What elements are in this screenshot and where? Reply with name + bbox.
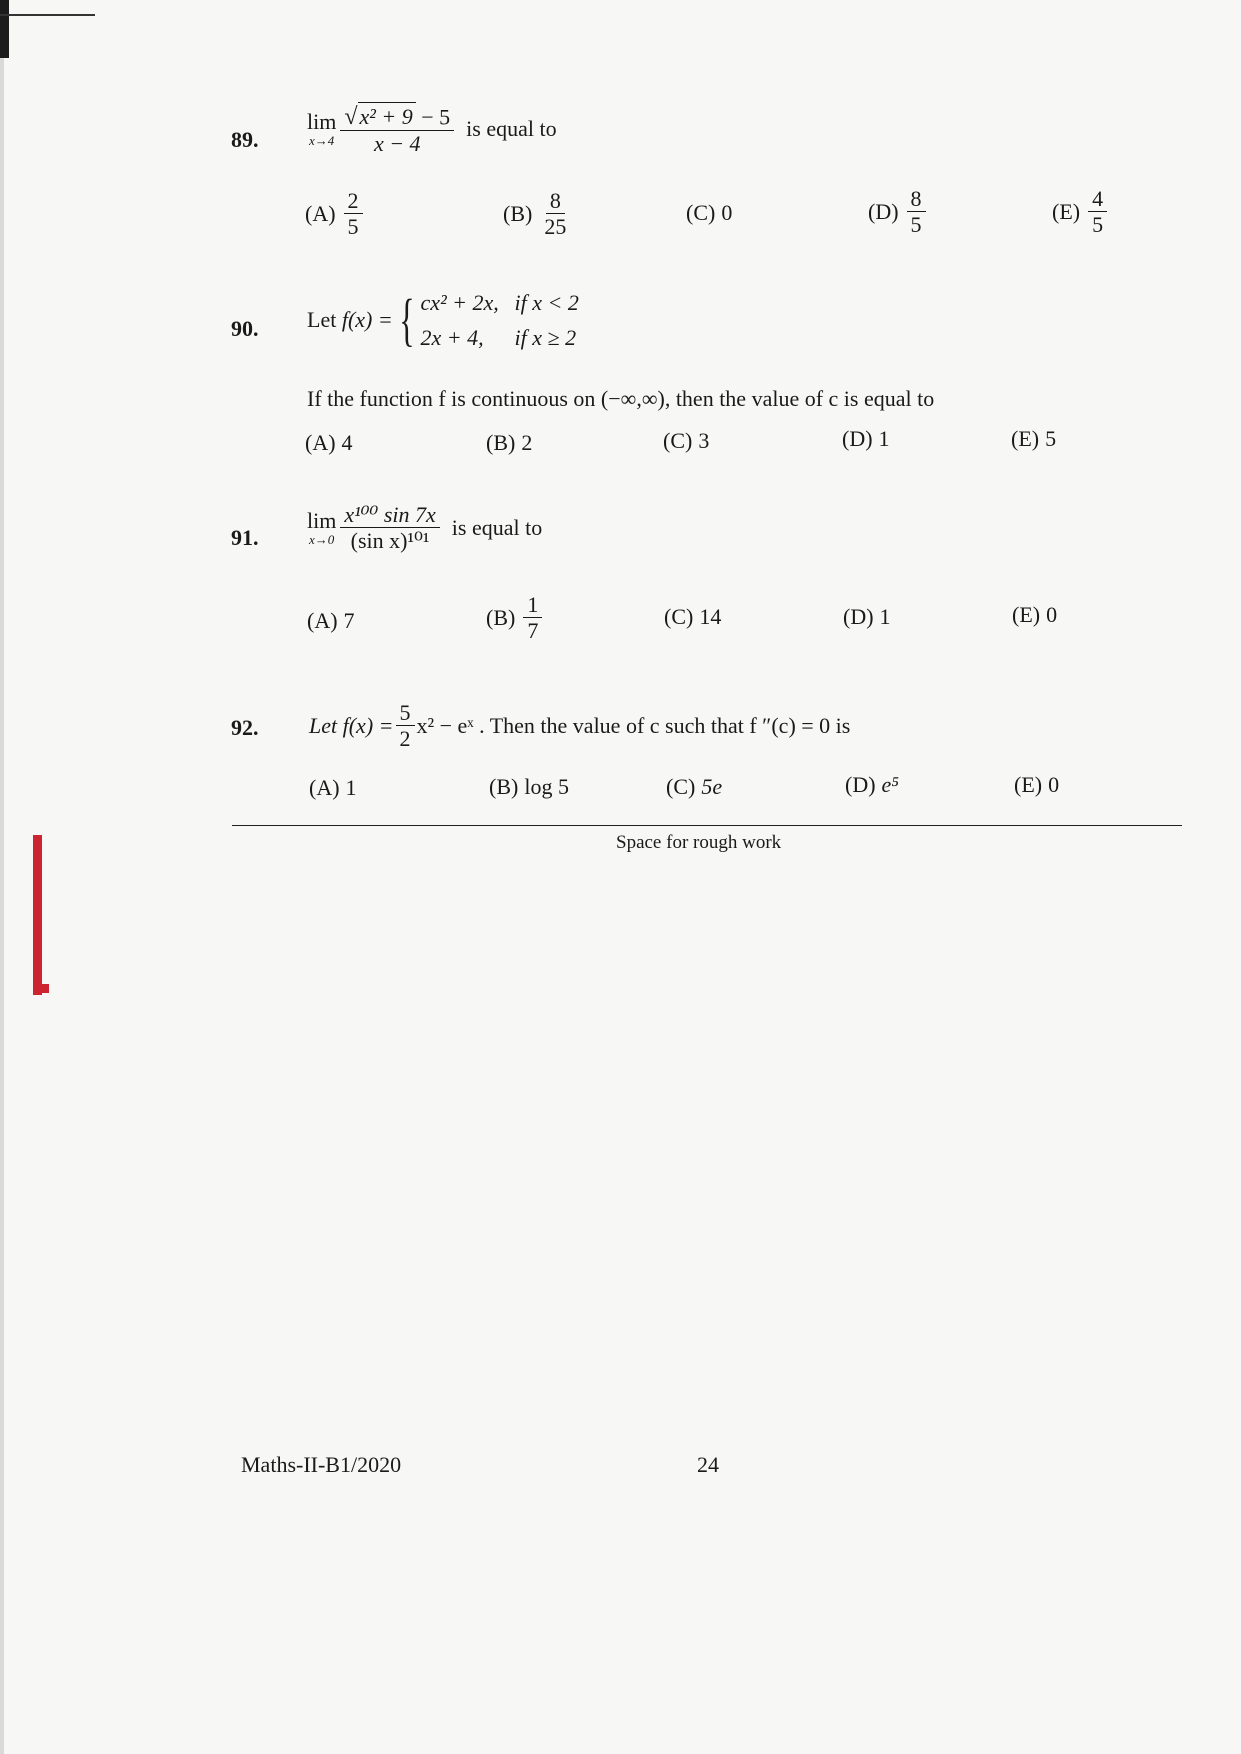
paper-code: Maths-II-B1/2020 (241, 1452, 402, 1477)
limit-fraction: $\frac{\text{x¹⁰⁰ sin 7x}}{\text{(sin x)¹⁰¹}}$ (340, 502, 439, 554)
option-92-a[interactable]: (A) 1 (309, 775, 357, 800)
question-number-90: 90. (231, 316, 259, 341)
red-margin-mark-foot (33, 984, 49, 993)
limit-fraction: √ x² + 9 − 5 x − 4 (340, 102, 454, 156)
binder-line (0, 14, 95, 16)
question-92-stem: Let f(x) = $\frac{5}{2}$ x² − eˣ . Then the value of c such that f ″(c) = 0 is (309, 700, 851, 752)
option-89-b[interactable]: (B) $\frac{8}{25}$ (503, 188, 567, 240)
left-brace: { (398, 287, 415, 353)
coefficient-fraction: $\frac{5}{2}$ (396, 700, 415, 752)
question-90-definition: Let f(x) = { cx² + 2x, if x < 2 2x + 4, if x ≥ 2 (307, 285, 579, 355)
option-90-d[interactable]: (D) 1 (842, 426, 890, 451)
option-91-b[interactable]: (B) $\frac{1}{7}$ (486, 592, 544, 644)
option-92-b[interactable]: (B) log 5 (489, 774, 569, 799)
limit-operator: lim x→0 (307, 507, 337, 547)
question-number-89: 89. (231, 127, 259, 152)
option-92-c[interactable]: (C) 5e (666, 774, 723, 799)
option-90-c[interactable]: (C) 3 (663, 428, 710, 453)
question-89-stem: lim x→4 √ x² + 9 − 5 x − 4 is equal to (307, 104, 557, 156)
option-92-d[interactable]: (D) e⁵ (845, 772, 899, 797)
rough-work-label: Space for rough work (616, 832, 782, 853)
rough-work-divider (232, 825, 1182, 826)
binder-edge (0, 0, 9, 58)
option-91-d[interactable]: (D) 1 (843, 604, 891, 629)
option-89-a[interactable]: (A) $\frac{2}{5}$ (305, 188, 365, 240)
option-91-c[interactable]: (C) 14 (664, 604, 722, 629)
option-91-e[interactable]: (E) 0 (1012, 602, 1058, 627)
option-90-a[interactable]: (A) 4 (305, 430, 353, 455)
option-92-e[interactable]: (E) 0 (1014, 772, 1060, 797)
question-90-statement: If the function f is continuous on (−∞,∞), then the value of c is equal to (307, 386, 935, 411)
piecewise-cases: cx² + 2x, if x < 2 2x + 4, if x ≥ 2 (420, 290, 579, 351)
limit-operator: lim x→4 (307, 108, 337, 148)
question-number-92: 92. (231, 715, 259, 740)
option-90-b[interactable]: (B) 2 (486, 430, 533, 455)
option-91-a[interactable]: (A) 7 (307, 608, 355, 633)
question-number-91: 91. (231, 525, 259, 550)
question-91-stem: lim x→0 $\frac{\text{x¹⁰⁰ sin 7x}}{\text{(sin x)¹⁰¹}}$ is equal to (307, 502, 543, 554)
page-edge (0, 58, 4, 1754)
page-number: 24 (697, 1452, 719, 1477)
option-90-e[interactable]: (E) 5 (1011, 426, 1057, 451)
red-margin-mark (33, 835, 42, 995)
option-89-c[interactable]: (C) 0 (686, 200, 733, 225)
option-89-d[interactable]: (D) $\frac{8}{5}$ (868, 186, 928, 238)
option-89-e[interactable]: (E) $\frac{4}{5}$ (1052, 186, 1109, 238)
